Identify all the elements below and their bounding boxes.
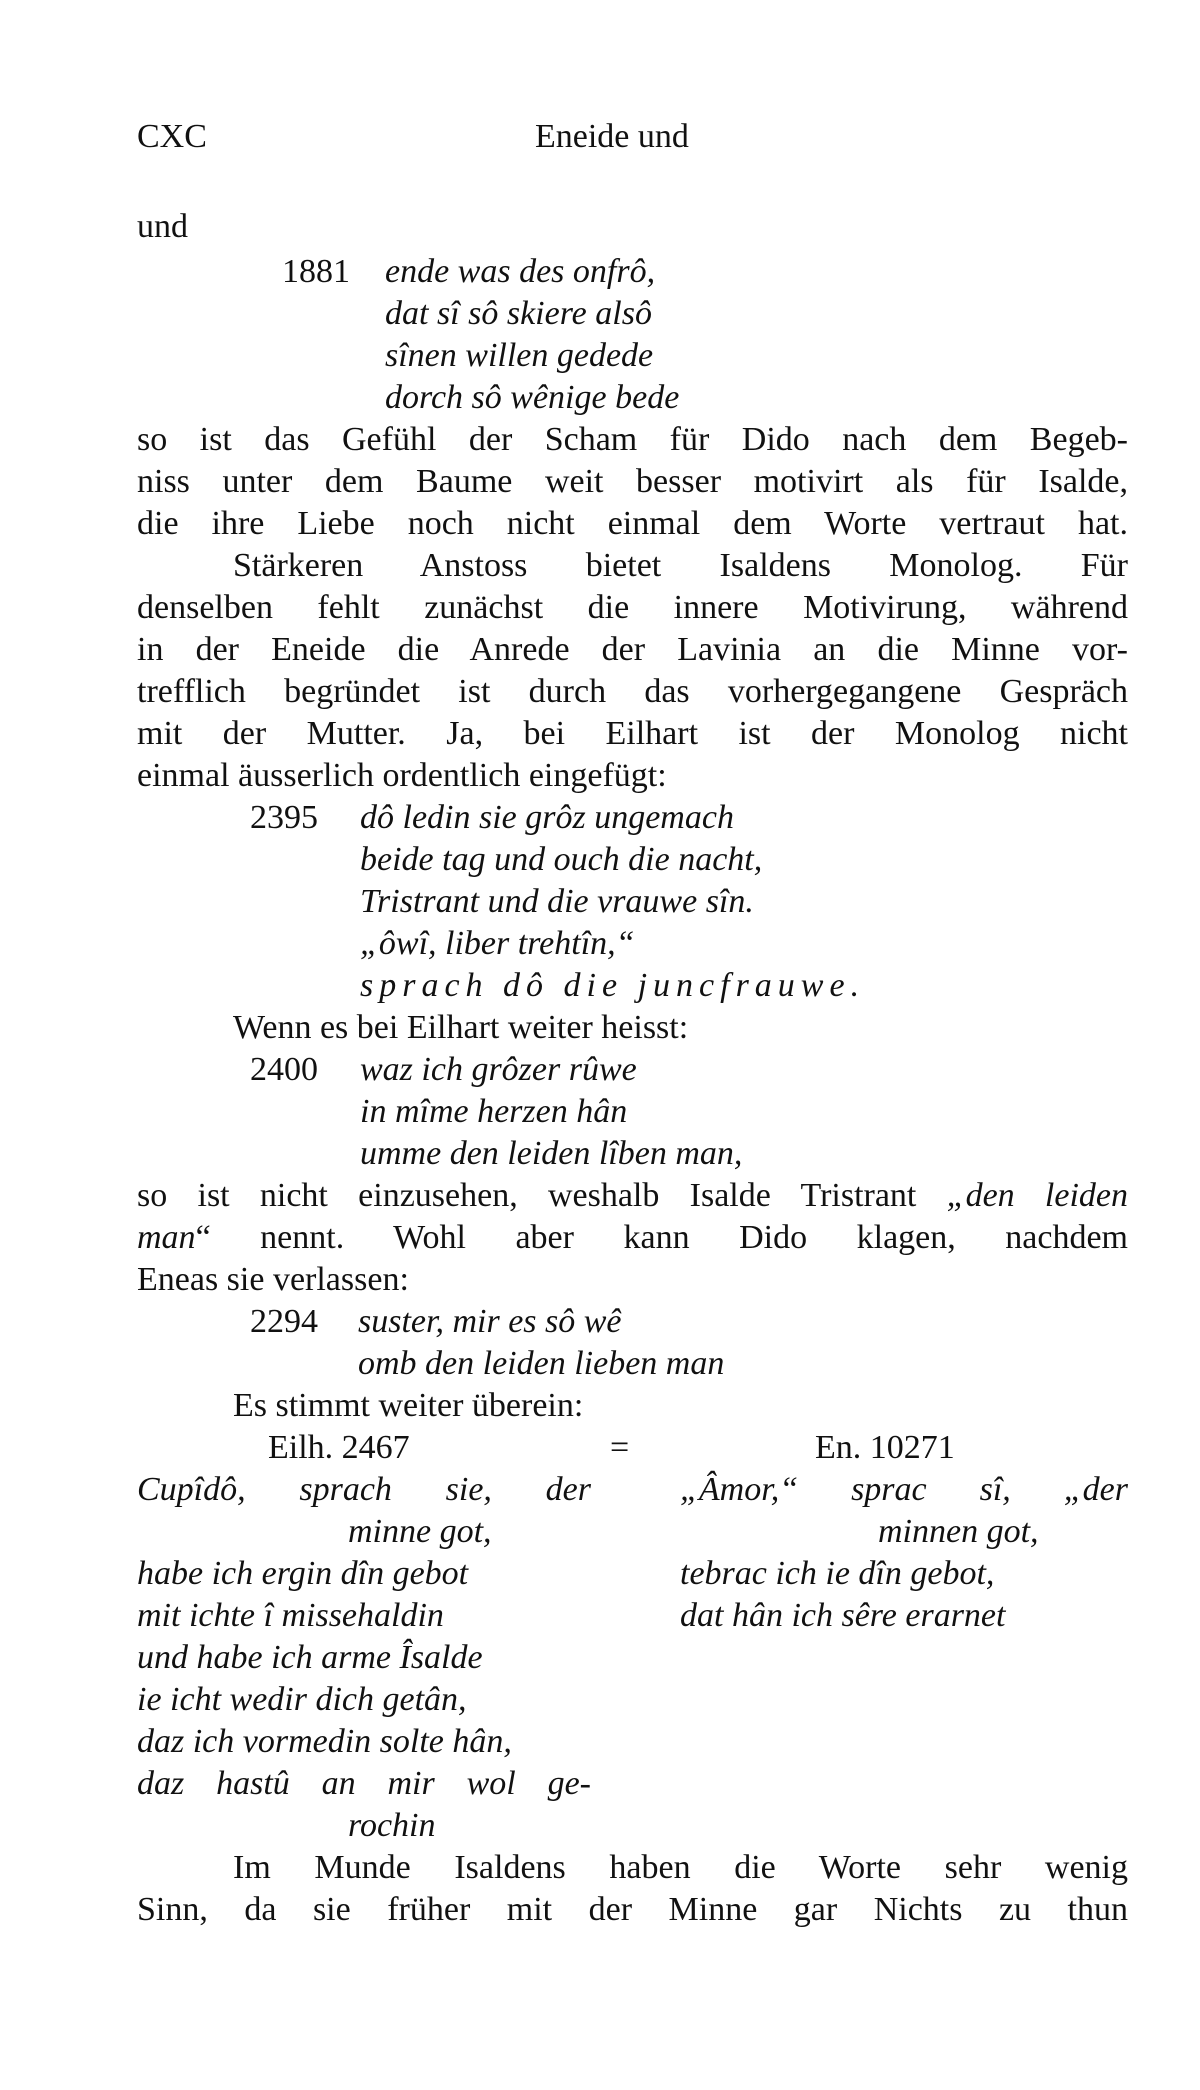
paragraph-line — [137, 1218, 1128, 1258]
comparison-equals: = — [610, 1429, 630, 1466]
paragraph-line: trefflich begründet ist durch das vorhergegangene Gespräch — [137, 673, 1128, 710]
paragraph-line: die ihre Liebe noch nicht einmal dem Worte vertraut hat. — [137, 505, 1128, 542]
comparison-left-line: Cupîdô, sprach sie, der — [137, 1471, 591, 1508]
paragraph-line: Es stimmt weiter überein: — [233, 1387, 584, 1424]
paragraph-line: denselben fehlt zunächst die innere Motivirung, während — [137, 589, 1128, 626]
comparison-right-line: dat hân ich sêre erarnet — [680, 1597, 1006, 1634]
paragraph-line: Sinn, da sie früher mit der Minne gar Nichts zu thun — [137, 1891, 1128, 1928]
italic-run: man — [137, 1219, 196, 1256]
quote3-verse: umme den leiden lîben man, — [360, 1135, 743, 1172]
comparison-right-heading: En. 10271 — [815, 1429, 955, 1466]
quote4-verse: suster, mir es sô wê — [358, 1303, 622, 1340]
paragraph-line: so ist das Gefühl der Scham für Dido nach dem Begeb- — [137, 421, 1128, 458]
quote2-line-number: 2395 — [250, 799, 318, 836]
quote3-line-number: 2400 — [250, 1051, 318, 1088]
quote1-verse: ende was des onfrô, — [385, 253, 656, 290]
quote1-line-number: 1881 — [282, 253, 350, 290]
quote2-verse: beide tag und ouch die nacht, — [360, 841, 763, 878]
quote4-verse: omb den leiden lieben man — [358, 1345, 725, 1382]
comparison-left-line: habe ich ergin dîn gebot — [137, 1555, 469, 1592]
quote3-verse: waz ich grôzer rûwe — [360, 1051, 637, 1088]
comparison-left-line: daz ich vormedin solte hân, — [137, 1723, 512, 1760]
comparison-left-line: ie icht wedir dich getân, — [137, 1681, 467, 1718]
quote2-verse: „ôwî, liber trehtîn,“ — [360, 925, 635, 962]
quote3-verse: in mîme herzen hân — [360, 1093, 628, 1130]
quote4-line-number: 2294 — [250, 1303, 318, 1340]
text-run: so ist nicht einzusehen, weshalb Isalde Tristrant — [137, 1177, 917, 1214]
comparison-left-line: und habe ich arme Îsalde — [137, 1639, 483, 1676]
comparison-left-line: rochin — [348, 1807, 436, 1844]
paragraph-line: Stärkeren Anstoss bietet Isaldens Monolog. Für — [233, 547, 1128, 584]
paragraph-line: in der Eneide die Anrede der Lavinia an die Minne vor- — [137, 631, 1128, 668]
paragraph-line: niss unter dem Baume weit besser motivirt als für Isalde, — [137, 463, 1128, 500]
paragraph-line: einmal äusserlich ordentlich eingefügt: — [137, 757, 667, 794]
comparison-left-heading: Eilh. 2467 — [268, 1429, 410, 1466]
quote1-verse: dorch sô wênige bede — [385, 379, 680, 416]
comparison-left-line: minne got, — [348, 1513, 492, 1550]
paragraph-line — [137, 1176, 1128, 1216]
running-title: Eneide und — [535, 118, 689, 155]
paragraph-line: Wenn es bei Eilhart weiter heisst: — [233, 1009, 689, 1046]
comparison-right-line: „Âmor,“ sprac sî, „der — [680, 1471, 1128, 1508]
quote2-verse: Tristrant und die vrauwe sîn. — [360, 883, 754, 920]
page-number: CXC — [137, 118, 207, 155]
paragraph-line: Im Munde Isaldens haben die Worte sehr wenig — [233, 1849, 1128, 1886]
italic-run: „den leiden — [946, 1177, 1129, 1214]
quote2-verse: dô ledin sie grôz ungemach — [360, 799, 734, 836]
quote1-verse: sînen willen gedede — [385, 337, 654, 374]
comparison-left-line: mit ichte î missehaldin — [137, 1597, 444, 1634]
comparison-left-line: daz hastû an mir wol ge- — [137, 1765, 591, 1802]
text-run: “ nennt. Wohl aber kann Dido klagen, nachdem — [195, 1219, 1128, 1256]
comparison-right-line: minnen got, — [878, 1513, 1039, 1550]
paragraph-line: Eneas sie verlassen: — [137, 1261, 409, 1298]
quote2-verse: sprach dô die juncfrauwe. — [360, 967, 866, 1004]
comparison-right-line: tebrac ich ie dîn gebot, — [680, 1555, 995, 1592]
paragraph-line: mit der Mutter. Ja, bei Eilhart ist der Monolog nicht — [137, 715, 1128, 752]
intro-word: und — [137, 208, 188, 245]
quote1-verse: dat sî sô skiere alsô — [385, 295, 652, 332]
